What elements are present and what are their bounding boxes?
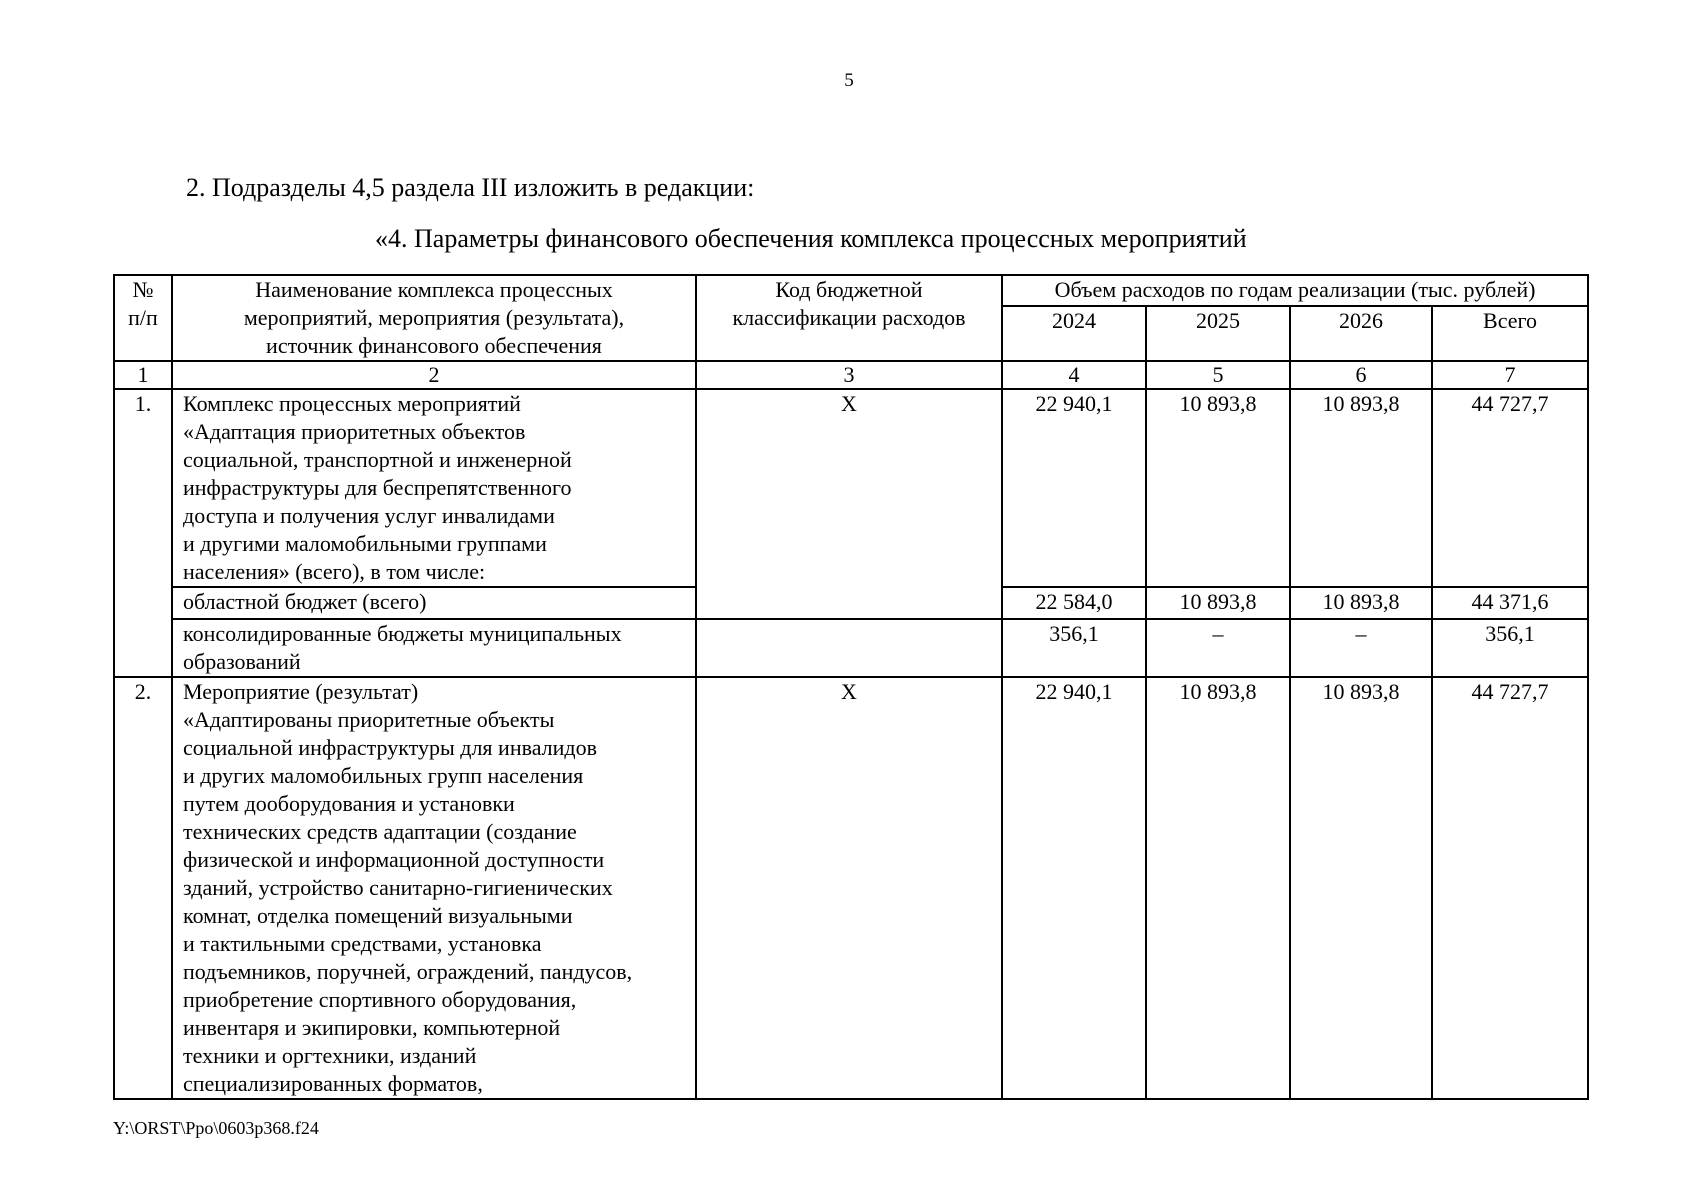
table-header-row <box>114 275 1588 306</box>
value-2026: 10 893,8 <box>1290 587 1432 619</box>
column-number: 5 <box>1146 361 1290 389</box>
header-code <box>696 275 1002 361</box>
header-name-line-3: источник финансового обеспечения <box>266 333 602 358</box>
header-year-2024: 2024 <box>1002 306 1146 361</box>
page-number: 5 <box>844 70 854 91</box>
column-number: 4 <box>1002 361 1146 389</box>
column-number: 6 <box>1290 361 1432 389</box>
column-numbers-row <box>114 361 1588 389</box>
value-total: 44 371,6 <box>1432 587 1588 619</box>
footer-file-path: Y:\ORST\Ppo\0603p368.f24 <box>113 1118 319 1138</box>
row-name <box>172 587 696 619</box>
value-total: 44 727,7 <box>1432 677 1588 1099</box>
row-name-line: техники и оргтехники, изданий <box>183 1043 477 1068</box>
row-name-line: Комплекс процессных мероприятий <box>183 391 521 416</box>
row-name-line: Мероприятие (результат) <box>183 679 419 704</box>
row-number: 2. <box>114 677 172 1099</box>
row-name-line: приобретение спортивного оборудования, <box>183 987 577 1012</box>
table-row <box>114 677 1588 1099</box>
header-year-2026: 2026 <box>1290 306 1432 361</box>
column-number: 2 <box>172 361 696 389</box>
row-name-line: «Адаптированы приоритетные объекты <box>183 707 555 732</box>
row-name-line: инвентаря и экипировки, компьютерной <box>183 1015 561 1040</box>
row-name-line: и других маломобильных групп населения <box>183 763 584 788</box>
header-num <box>114 275 172 361</box>
row-name-line: и тактильными средствами, установка <box>183 931 542 956</box>
header-code-line-2: классификации расходов <box>732 305 966 330</box>
header-total: Всего <box>1432 306 1588 361</box>
section-title: «4. Параметры финансового обеспечения комплекса процессных мероприятий <box>375 224 1247 253</box>
header-name-line-2: мероприятий, мероприятия (результата), <box>243 305 625 330</box>
row-code <box>696 619 1002 677</box>
value-2025: 10 893,8 <box>1146 677 1290 1099</box>
value-2025: 10 893,8 <box>1146 587 1290 619</box>
row-name-line: технических средств адаптации (создание <box>183 819 577 844</box>
column-number: 3 <box>696 361 1002 389</box>
table-row <box>114 389 1588 587</box>
value-2025: – <box>1146 619 1290 677</box>
intro-paragraph: 2. Подразделы 4,5 раздела III изложить в редакции: <box>186 173 755 202</box>
header-name-line-1: Наименование комплекса процессных <box>255 277 613 302</box>
row-name-line: физической и информационной доступности <box>183 847 605 872</box>
row-code: X <box>696 389 1002 619</box>
header-num-line-2: п/п <box>128 305 158 330</box>
row-name-line: областной бюджет (всего) <box>183 589 427 614</box>
column-number: 1 <box>114 361 172 389</box>
header-volume: Объем расходов по годам реализации (тыс. рублей) <box>1002 275 1588 306</box>
row-name-line: «Адаптация приоритетных объектов <box>183 419 526 444</box>
value-total: 356,1 <box>1432 619 1588 677</box>
column-number: 7 <box>1432 361 1588 389</box>
row-name-line: зданий, устройство санитарно-гигиенических <box>183 875 613 900</box>
header-num-line-1: № <box>132 277 154 302</box>
value-2026: – <box>1290 619 1432 677</box>
value-2025: 10 893,8 <box>1146 389 1290 587</box>
table-row <box>114 619 1588 677</box>
value-2024: 22 940,1 <box>1002 677 1146 1099</box>
row-name-line: социальной, транспортной и инженерной <box>183 447 572 472</box>
financing-table <box>113 274 1589 1100</box>
row-name <box>172 389 696 587</box>
header-year-2025: 2025 <box>1146 306 1290 361</box>
value-2024: 22 584,0 <box>1002 587 1146 619</box>
row-name-line: консолидированные бюджеты муниципальных <box>183 621 622 646</box>
row-name-line: комнат, отделка помещений визуальными <box>183 903 573 928</box>
row-code: X <box>696 677 1002 1099</box>
header-name <box>172 275 696 361</box>
row-name-line: путем дооборудования и установки <box>183 791 515 816</box>
row-name-line: образований <box>183 649 301 674</box>
row-name <box>172 677 696 1099</box>
value-total: 44 727,7 <box>1432 389 1588 587</box>
row-name-line: подъемников, поручней, ограждений, пандусов, <box>183 959 633 984</box>
row-name-line: населения» (всего), в том числе: <box>183 559 486 584</box>
value-2026: 10 893,8 <box>1290 389 1432 587</box>
row-name-line: социальной инфраструктуры для инвалидов <box>183 735 597 760</box>
value-2024: 356,1 <box>1002 619 1146 677</box>
row-name-line: специализированных форматов, <box>183 1071 483 1096</box>
row-number: 1. <box>114 389 172 677</box>
row-name-line: доступа и получения услуг инвалидами <box>183 503 555 528</box>
row-name-line: инфраструктуры для беспрепятственного <box>183 475 572 500</box>
value-2024: 22 940,1 <box>1002 389 1146 587</box>
row-name <box>172 619 696 677</box>
value-2026: 10 893,8 <box>1290 677 1432 1099</box>
header-code-line-1: Код бюджетной <box>775 277 923 302</box>
row-name-line: и другими маломобильными группами <box>183 531 547 556</box>
